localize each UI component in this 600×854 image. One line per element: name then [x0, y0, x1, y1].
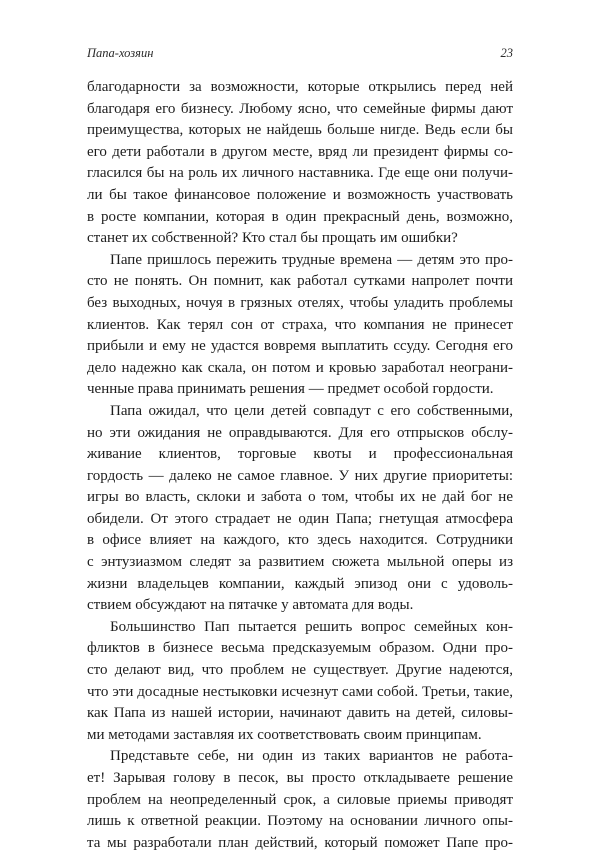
text-line: клиентов. Как терял сон от страха, что компания не принесет	[87, 316, 513, 333]
text-line: в офисе влияет на каждого, кто здесь находится. Сотрудники	[87, 532, 513, 549]
text-line: ли бы такое финансовое положение и возможность участвовать	[87, 186, 513, 203]
paragraph	[87, 250, 513, 401]
text-line: гласился бы на роль их личного наставника. Где еще они получи-	[87, 165, 513, 182]
text-line: сто не понять. Он помнит, как работал сутками напролет почти	[87, 273, 513, 290]
text-line: Большинство Пап пытается решить вопрос семейных кон-	[110, 618, 513, 635]
running-head: Папа-хозяин	[87, 46, 154, 60]
text-line: преимущества, которых не найдешь больше нигде. Ведь если бы	[87, 122, 513, 139]
page-number: 23	[500, 46, 513, 60]
text-line: станет их собственной? Кто стал бы прощать им ошибки?	[87, 230, 458, 247]
text-line: что эти досадные нестыковки исчезнут сами собой. Третьи, такие,	[87, 683, 513, 700]
paragraph	[87, 77, 513, 250]
text-line: с энтузиазмом следят за развитием сюжета мыльной оперы из	[87, 554, 513, 571]
text-line: та мы разработали план действий, который поможет Папе про-	[87, 834, 513, 851]
text-line: Представьте себе, ни один из таких вариантов не работа-	[110, 748, 513, 765]
text-line: ми методами заставляя их соответствовать своим принципам.	[87, 726, 482, 743]
text-line: проблем на неопределенный срок, а силовые приемы приводят	[87, 791, 513, 808]
body-text	[87, 77, 513, 854]
text-line: фликтов в бизнесе весьма предсказуемым образом. Одни про-	[87, 640, 513, 657]
text-line: благодаря его бизнесу. Любому ясно, что семейные фирмы дают	[87, 100, 513, 117]
text-line: но эти ожидания не оправдываются. Для его отпрысков обслу-	[87, 424, 513, 441]
paragraph	[87, 617, 513, 747]
text-line: сто делают вид, что проблем не существует. Другие надеются,	[87, 662, 513, 679]
text-line: дело надежно как скала, он потом и кровью заработал неограни-	[87, 359, 513, 376]
text-line: Папа ожидал, что цели детей совпадут с его собственными,	[110, 402, 513, 419]
text-line: жизни владельцев компании, каждый эпизод они с удоволь-	[87, 575, 513, 592]
text-line: прибыли и ему не удастся вовремя выплатить ссуду. Сегодня его	[87, 338, 513, 355]
text-line: обидели. От этого страдает не один Папа; гнетущая атмосфера	[87, 510, 513, 527]
text-line: живание клиентов, торговые квоты и профессиональная	[87, 446, 513, 463]
text-line: лишь к ответной реакции. Поэтому на основании личного опы-	[87, 813, 513, 830]
paragraph	[87, 746, 513, 854]
paragraph	[87, 401, 513, 617]
text-line: его дети работали в другом месте, вряд ли президент фирмы со-	[87, 143, 513, 160]
text-line: гордость — далеко не самое главное. У них другие приоритеты:	[87, 467, 513, 484]
text-line: Папе пришлось пережить трудные времена — детям это про-	[110, 251, 513, 268]
text-line: в росте компании, которая в один прекрасный день, возможно,	[87, 208, 513, 225]
text-line: ет! Зарывая голову в песок, вы просто откладываете решение	[87, 770, 513, 786]
text-line: ченные права принимать решения — предмет особой гордости.	[87, 381, 494, 398]
text-line: без выходных, ночуя в грязных отелях, чтобы уладить проблемы	[87, 294, 513, 311]
text-line: ствием обсуждают на пятачке у автомата для воды.	[87, 597, 414, 614]
text-line: игры во власть, склоки и забота о том, чтобы их не дай бог не	[87, 489, 513, 506]
text-line: благодарности за возможности, которые открылись перед ней	[87, 79, 513, 95]
page-header	[87, 46, 513, 64]
text-line: как Папа из нашей истории, начинают давить на детей, силовы-	[87, 705, 513, 722]
